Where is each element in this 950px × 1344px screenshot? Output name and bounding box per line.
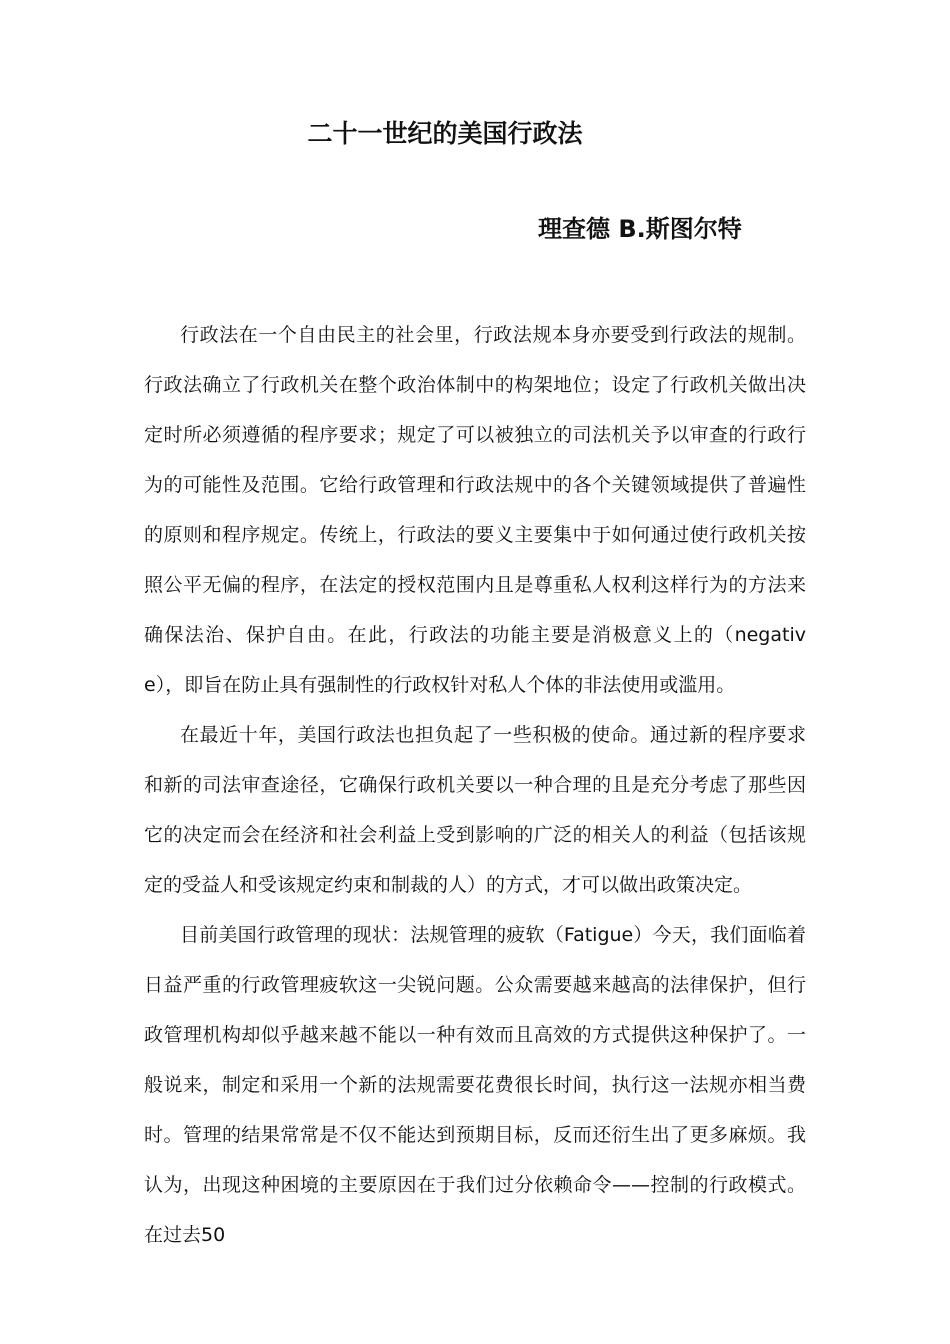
document-body <box>144 310 806 1260</box>
document-author: 理查德 B.斯图尔特 <box>538 215 742 243</box>
document-title: 二十一世纪的美国行政法 <box>307 119 583 148</box>
paragraph-3: 目前美国行政管理的现状：法规管理的疲软（Fatigue）今天，我们面临着日益严重的行政管理疲软这一尖锐问题。公众需要越来越高的法律保护，但行政管理机构却似乎越来越不能以一种有效而且高效的方式提供这种保护了。一般说来，制定和采用一个新的法规需要花费很长时间，执行这一法规亦相当费时。管理的结果常常是不仅不能达到预期目标，反而还衍生出了更多麻烦。我认为，出现这种困境的主要原因在于我们过分依赖命令——控制的行政模式。在过去50 <box>144 924 806 1246</box>
paragraph-1: 行政法在一个自由民主的社会里，行政法规本身亦要受到行政法的规制。行政法确立了行政机关在整个政治体制中的构架地位；设定了行政机关做出决定时所必须遵循的程序要求；规定了可以被独立的司法机关予以审查的行政行为的可能性及范围。它给行政管理和行政法规中的各个关键领域提供了普遍性的原则和程序规定。传统上，行政法的要义主要集中于如何通过使行政机关按照公平无偏的程序，在法定的授权范围内且是尊重私人权利这样行为的方法来确保法治、保护自由。在此，行政法的功能主要是消极意义上的（negative），即旨在防止具有强制性的行政权针对私人个体的非法使用或滥用。 <box>144 324 806 696</box>
paragraph-2: 在最近十年，美国行政法也担负起了一些积极的使命。通过新的程序要求和新的司法审查途径，它确保行政机关要以一种合理的且是充分考虑了那些因它的决定而会在经济和社会利益上受到影响的广泛的相关人的利益（包括该规定的受益人和受该规定约束和制裁的人）的方式，才可以做出政策决定。 <box>144 724 806 896</box>
